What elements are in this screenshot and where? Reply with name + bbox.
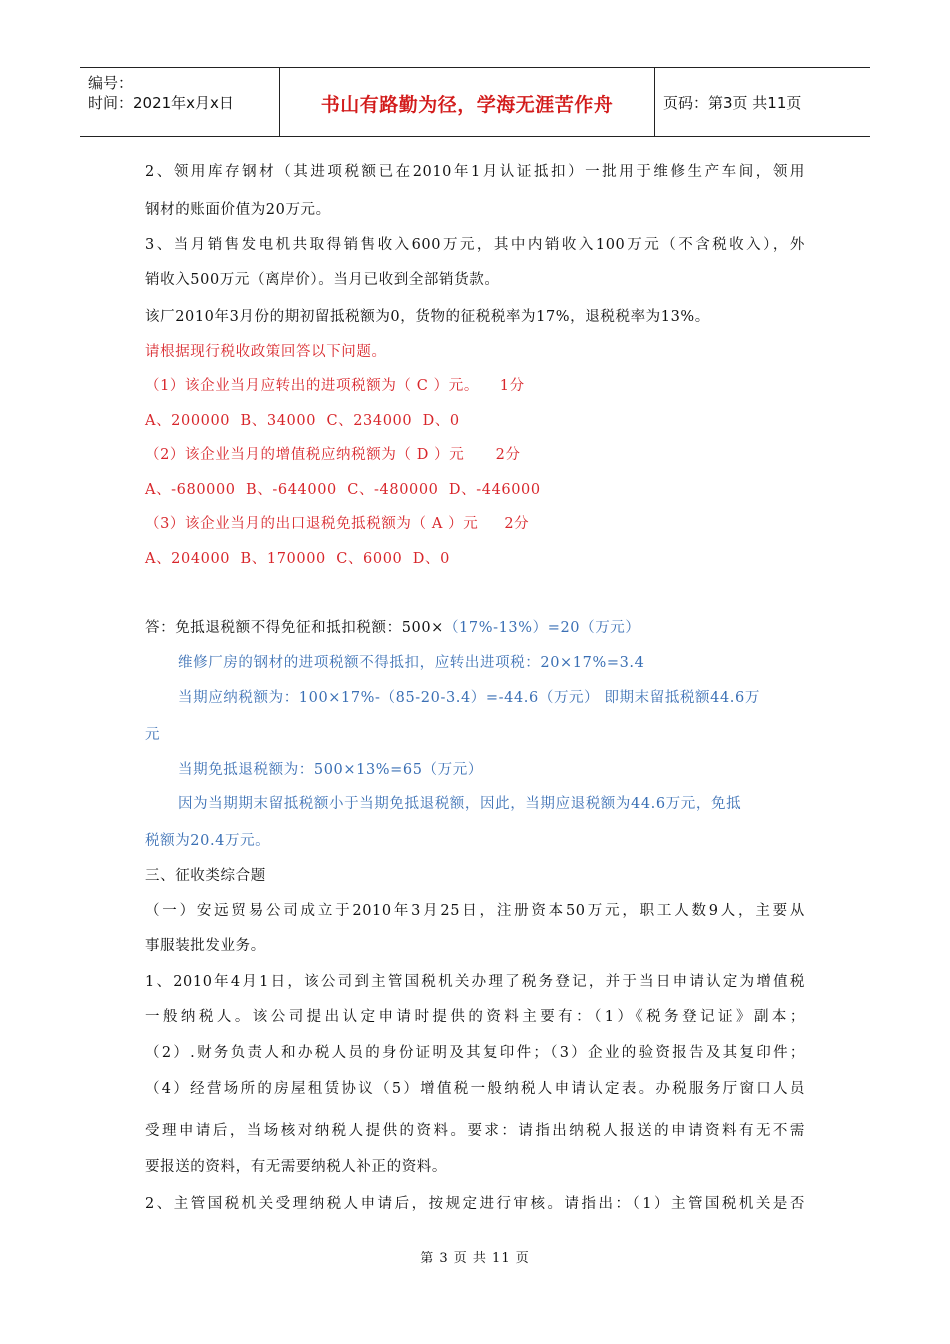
question-1: （1）该企业当月应转出的进项税额为（ C ）元。 1分 (145, 378, 525, 394)
answer-line-3: 当期应纳税额为：100×17%-（85-20-3.4）=-44.6（万元） 即期末留抵税额44.6万 (178, 690, 760, 706)
question-2: （2）该企业当月的增值税应纳税额为（ D ）元 2分 (145, 447, 521, 463)
answer-line-3-cont: 元 (145, 727, 161, 743)
page-footer: 第 3 页 共 11 页 (420, 1251, 530, 1266)
para-1-line-1: 2、领用库存钢材（其进项税额已在2010年1月认证抵扣）一批用于维修生产车间，领用 (145, 164, 805, 180)
case-2-line-3: （2）.财务负责人和办税人员的身份证明及其复印件；（3）企业的验资报告及其复印件； (145, 1045, 805, 1061)
para-1-line-2: 钢材的账面价值为20万元。 (145, 202, 331, 218)
time-label: 时间：2021年x月x日 (88, 94, 234, 112)
para-2-line-2: 销收入500万元（离岸价）。当月已收到全部销货款。 (145, 272, 500, 288)
answer-label: 答： (145, 620, 176, 636)
answer-line-5: 因为当期期末留抵税额小于当期免抵退税额，因此，当期应退税额为44.6万元，免抵 (178, 796, 742, 812)
answer-line-1 (145, 616, 641, 637)
motto-text: 书山有路勤为径，学海无涯苦作舟 (320, 93, 614, 116)
question-3: （3）该企业当月的出口退税免抵税额为（ A ）元 2分 (145, 516, 530, 532)
answer-line-2: 维修厂房的钢材的进项税额不得抵扣，应转出进项税：20×17%=3.4 (178, 655, 645, 671)
answer-1-formula: （17%-13%）=20（万元） (443, 620, 641, 636)
case-2-line-5: 受理申请后，当场核对纳税人提供的资料。要求：请指出纳税人报送的申请资料有无不需 (145, 1123, 805, 1139)
case-2-line-1: 1、2010年4月1日，该公司到主管国税机关办理了税务登记，并于当日申请认定为增值税 (145, 974, 805, 990)
answer-line-4: 当期免抵退税额为：500×13%=65（万元） (178, 762, 483, 778)
header-info-cell (80, 68, 280, 136)
question-2-options: A、-680000 B、-644000 C、-480000 D、-446000 (145, 482, 541, 498)
case-3-line-1: 2、主管国税机关受理纳税人申请后，按规定进行审核。请指出：（1）主管国税机关是否 (145, 1196, 805, 1212)
para-3: 该厂2010年3月份的期初留抵税额为0，货物的征税税率为17%，退税税率为13%。 (145, 309, 710, 325)
question-intro: 请根据现行税收政策回答以下问题。 (145, 344, 387, 360)
answer-line-5-cont: 税额为20.4万元。 (145, 833, 271, 849)
case-2-line-2: 一般纳税人。该公司提出认定申请时提供的资料主要有：（1）《税务登记证》副本； (145, 1009, 805, 1025)
case-1-line-1: （一）安远贸易公司成立于2010年3月25日，注册资本50万元，职工人数9人，主要从 (145, 903, 805, 919)
section-3-title: 三、征收类综合题 (145, 868, 266, 884)
header-motto-cell (280, 68, 655, 136)
para-2-line-1: 3、当月销售发电机共取得销售收入600万元，其中内销收入100万元（不含税收入），外 (145, 237, 805, 253)
answer-1-text: 免抵退税额不得免征和抵扣税额：500× (175, 620, 444, 636)
question-1-options: A、200000 B、34000 C、234000 D、0 (145, 413, 460, 429)
case-2-line-6: 要报送的资料，有无需要纳税人补正的资料。 (145, 1159, 447, 1175)
number-label: 编号： (88, 74, 134, 92)
case-1-line-2: 事服装批发业务。 (145, 938, 266, 954)
header-page-info: 页码：第3页 共11页 (663, 93, 802, 112)
header-table (80, 67, 870, 137)
case-2-line-4: （4）经营场所的房屋租赁协议（5）增值税一般纳税人申请认定表。办税服务厅窗口人员 (145, 1081, 805, 1097)
question-3-options: A、204000 B、170000 C、6000 D、0 (145, 551, 450, 567)
